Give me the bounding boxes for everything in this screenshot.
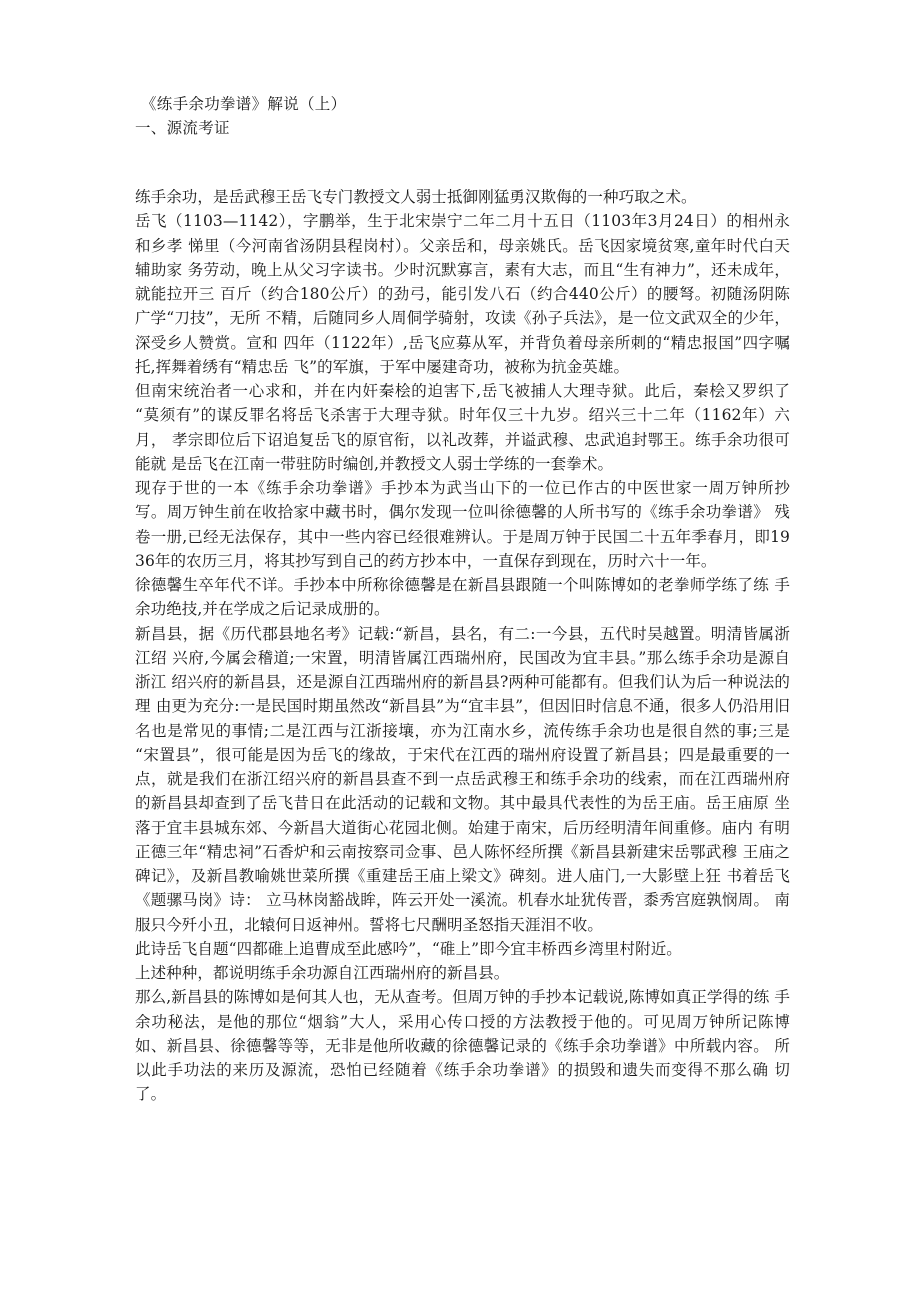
- paragraph-conclusion: 那么,新昌县的陈博如是何其人也，无从查考。但周万钟的手抄本记载说,陈博如真正学得的练 手余功秘法，是他的那位“烟翁”大人，采用心传口授的方法教授于他的。可见周万钟所记陈博 如、新昌县、徐德馨等等，无非是他所收藏的徐德馨记录的《练手余功拳谱》中所载内容。 所以此手功法的来历及源流，恐怕已经随着《练手余功拳谱》的损毁和遗失而变得不那么确 切了。: [135, 988, 790, 1104]
- paragraph-summary: 上述种种，都说明练手余功源自江西瑞州府的新昌县。: [135, 964, 510, 982]
- document-title: 《练手余功拳谱》解说（上）: [141, 95, 347, 113]
- section-heading: 一、源流考证: [135, 119, 230, 137]
- document-page: [135, 92, 790, 1107]
- paragraph-xu-dexin: 徐德馨生卒年代不详。手抄本中所称徐德馨是在新昌县跟随一个叫陈博如的老拳师学练了练 手余功绝技,并在学成之后记录成册的。: [135, 576, 790, 619]
- paragraph-biography: 岳飞（1103—1142），字鹏举，生于北宋崇宁二年二月十五日（1103年3月24日）的相州永和乡孝 悌里（今河南省汤阴县程岗村）。父亲岳和，母亲姚氏。岳飞因家境贫寒,童年时代白天辅助家 务劳动，晚上从父习字读书。少时沉默寡言，素有大志，而且“生有神力”，还未成年，就能拉开三 百斤（约合180公斤）的劲弓，能引发八石（约合440公斤）的腰弩。初随汤阴陈广学“刀技”，无所 不精，后随同乡人周侗学骑射，攻读《孙子兵法》，是一位文武双全的少年，深受乡人赞赏。宣和 四年（1122年）,岳飞应募从军，并背负着母亲所刺的“精忠报国”四字嘱托,挥舞着绣有“精忠岳 飞”的军旗，于军中屡建奇功，被称为抗金英雄。: [135, 212, 790, 376]
- paragraph-death: 但南宋统治者一心求和，并在内奸秦桧的迫害下,岳飞被捕人大理寺狱。此后，秦桧又罗织了 “莫须有”的谋反罪名将岳飞杀害于大理寺狱。时年仅三十九岁。绍兴三十二年（1162年）六月， 孝宗即位后下诏追复岳飞的原官衔，以礼改葬，并谥武穆、忠武追封鄂王。练手余功很可能就 是岳飞在江南一带驻防时编创,并教授文人弱士学练的一套拳术。: [135, 382, 790, 473]
- paragraph-intro: 练手余功，是岳武穆王岳飞专门教授文人弱士抵御刚猛勇汉欺侮的一种巧取之术。: [135, 188, 697, 206]
- spacer: [135, 140, 790, 185]
- paragraph-poem-note: 此诗岳飞自题“四都碓上追曹成至此感吟”，“碓上”即今宜丰桥西乡湾里村附近。: [135, 939, 682, 958]
- paragraph-xinchang: 新昌县，据《历代郡县地名考》记载:“新昌，县名，有二:一今县，五代时吴越置。明清皆属浙江绍 兴府,今属会稽道;一宋置，明清皆属江西瑞州府，民国改为宜丰县。”那么练手余功是源自浙江 绍兴府的新昌县，还是源自江西瑞州府的新昌县?两种可能都有。但我们认为后一种说法的理 由更为充分:一是民国时期虽然改“新昌县”为“宜丰县”，但因旧时信息不通，很多人仍沿用旧 名也是常见的事情;二是江西与江浙接壤，亦为江南水乡，流传练手余功也是很自然的事;三是 “宋置县”，很可能是因为岳飞的缘故，于宋代在江西的瑞州府设置了新昌县；四是最重要的一 点，就是我们在浙江绍兴府的新昌县查不到一点岳武穆王和练手余功的线索，而在江西瑞州府 的新昌县却查到了岳飞昔日在此活动的记载和文物。其中最具代表性的为岳王庙。岳王庙原 坐落于宜丰县城东郊、今新昌大道街心花园北侧。始建于南宋，后历经明清年间重修。庙内 有明正德三年“精忠祠”石香炉和云南按察司佥事、邑人陈怀经所撰《新昌县新建宋岳鄂武穆 王庙之碑记》，及新昌教喻姚世菜所撰《重建岳王庙上梁文》碑刻。进人庙门,一大影壁上狂 书着岳飞《题骡马岗》诗： 立马林岗豁战眸，阵云开处一溪流。机春水址犹传晋，黍秀宫庭孰悯周。 南服只今歼小丑，北辕何日返神州。誓将七尺酬明圣怒指天涯泪不收。: [135, 624, 790, 934]
- paragraph-manuscript: 现存于世的一本《练手余功拳谱》手抄本为武当山下的一位已作古的中医世家一周万钟所抄写。周万钟生前在收拾家中藏书时，偶尔发现一位叫徐德馨的人所书写的《练手余功拳谱》 残卷一册,已经无法保存，其中一些内容已经很难辨认。于是周万钟于民国二十五年季春月，即1936年的农历三月，将其抄写到自己的药方抄本中，一直保存到现在，历时六十一年。: [135, 479, 790, 570]
- document-body: [135, 185, 790, 1107]
